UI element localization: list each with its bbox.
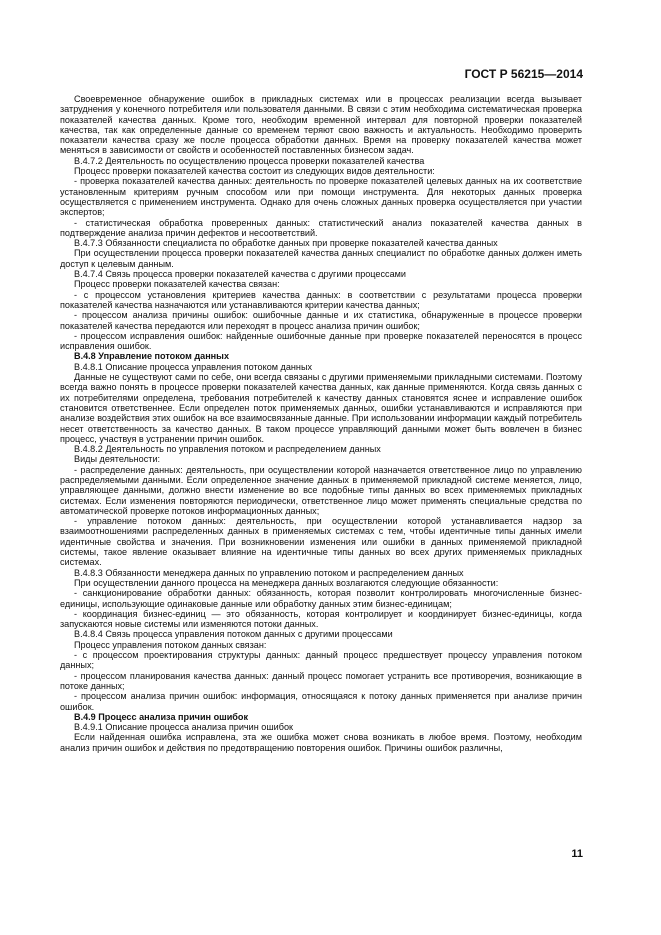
document-code: ГОСТ Р 56215—2014	[464, 67, 583, 81]
section-heading: В.4.8.4 Связь процесса управления потоком данных с другими процессами	[74, 629, 393, 640]
paragraph: Процесс проверки показателей качества состоит из следующих видов деятельности:	[74, 166, 435, 177]
section-heading: В.4.7.3 Обязанности специалиста по обработке данных при проверке показателей качества данных	[74, 238, 498, 249]
section-heading: В.4.7.2 Деятельность по осуществлению процесса проверки показателей качества	[74, 155, 425, 166]
paragraph: Виды деятельности:	[74, 454, 161, 465]
paragraph: При осуществлении процесса проверки показателей качества данных специалист по обработке данных должен иметь доступ к целевым данным.	[60, 248, 582, 269]
list-item: - процессом анализа причин ошибок: информация, относящаяся к потоку данных применяется при анализе причин ошибок.	[60, 691, 582, 712]
paragraph: Своевременное обнаружение ошибок в прикладных системах или в процессах реализации всегда вызывает затруднения у конечного потребителя или пользователя данными. В связи с этим необходима систематическая проверка показателей качества данных. Кроме того, необходим временной интервал для повторной проверки показателей качества, так как определенные данные со временем теряют свою важность и актуальность. Необходимо проверить показатели качества сразу же после процесса обработки данных. Время на проверку показателей качества может меняться в зависимости от свойств и особенностей поставленных бизнесом задач.	[60, 94, 582, 156]
section-title: В.4.8 Управление потоком данных	[74, 351, 229, 362]
section-heading: В.4.9.1 Описание процесса анализа причин ошибок	[74, 722, 293, 733]
paragraph: При осуществлении данного процесса на менеджера данных возлагаются следующие обязанности:	[74, 577, 499, 588]
list-item: - статистическая обработка проверенных данных: статистический анализ показателей качества данных в подтверждение анализа причин дефектов и несоответствий.	[60, 217, 582, 238]
list-item: - процессом исправления ошибок: найденные ошибочные данные при проверке показателей переносятся в процесс исправления ошибок.	[60, 330, 582, 352]
section-heading: В.4.8.3 Обязанности менеджера данных по управлению потоком и распределением данных	[74, 567, 464, 578]
section-title: В.4.9 Процесс анализа причин ошибок	[74, 711, 249, 722]
paragraph: Если найденная ошибка исправлена, эта же ошибка может снова возникать в любое время. Поэтому, необходим анализ причин ошибок и действия по предотвращению повторения ошибок. Причины ошибок различны,	[60, 732, 582, 753]
list-item: - распределение данных: деятельность, при осуществлении которой назначается ответственное лицо по управлению распределяемыми данными. Если определенное значение данных в применяемой прикладной системе меняется, лицо, управляющее данными, должно внести изменение во все подобные типы данных во всех применяемых прикладных системах. Если изменения повторяются периодически, ответственное лицо может применять специальные средства по автоматической проверке потоков информационных данных;	[60, 464, 582, 516]
list-item: - процессом планирования качества данных: данный процесс помогает устранить все противоречия, возникающие в потоке данных;	[60, 670, 582, 691]
page-number: 11	[571, 848, 583, 860]
list-item: - управление потоком данных: деятельность, при осуществлении которой устанавливается надзор за взаимоотношениями распределенных данных в применяемых системах с тем, чтобы идентичные типы данных имели идентичные свойства и значения. При возникновении изменения или ошибки в данных применяемой прикладной системы, такое явление оказывает влияние на идентичные типы данных во всех других применяемых прикладных системах.	[60, 516, 582, 568]
section-heading: В.4.7.4 Связь процесса проверки показателей качества с другими процессами	[74, 269, 406, 280]
list-item: - процессом анализа причины ошибок: ошибочные данные и их статистика, обнаруженные в процессе проверки показателей качества передаются или переходят в процесс анализа причин ошибок;	[60, 310, 582, 331]
paragraph: Процесс управления потоком данных связан:	[74, 639, 267, 650]
paragraph: Процесс проверки показателей качества связан:	[74, 279, 280, 290]
list-item: - координация бизнес-единиц — это обязанность, которая контролирует и координирует бизнес-единицы, когда запускаются новые системы или изменяются потоки данных.	[60, 608, 582, 630]
list-item: - санкционирование обработки данных: обязанность, которая позволит контролировать многочисленные бизнес-единицы, использующие одинаковые данные или обработку данных этим бизнес-единицам;	[60, 588, 582, 609]
list-item: - проверка показателей качества данных: деятельность по проверке показателей целевых данных на их соответствие установленным критериям ручным способом или при помощи инструмента. Для некоторых данных проверка осуществляется с применением инструмента. Однако для очень сложных данных проверка осуществляется при участии экспертов;	[60, 176, 582, 218]
paragraph: Данные не существуют сами по себе, они всегда связаны с другими применяемыми прикладными системами. Поэтому всегда важно понять в процессе проверки показателей качества данных, как данные применяются. Когда связь данных с их потребителями определена, требования потребителей к качеству данных становятся яснее и исправление ошибок становится ответственнее. Если определен поток применяемых данных, ошибки устанавливаются и исправляются при анализе воздействия этих ошибок на все взаимосвязанные данные. При использовании информации каждый потребитель несет ответственность за качество данных. В таком процессе управляющий данными может быть вовлечен в бизнес процесс, участвуя в устранении причин ошибок.	[60, 372, 582, 444]
list-item: - с процессом установления критериев качества данных: в соответствии с результатами процесса проверки показателей качества назначаются или устанавливаются критерии качества данных;	[60, 289, 582, 310]
list-item: - с процессом проектирования структуры данных: данный процесс предшествует процессу управления потоком данных;	[60, 650, 582, 671]
document-body	[60, 94, 582, 753]
section-heading: В.4.8.1 Описание процесса управления потоком данных	[74, 361, 313, 372]
section-heading: В.4.8.2 Деятельность по управления потоком и распределением данных	[74, 444, 381, 455]
